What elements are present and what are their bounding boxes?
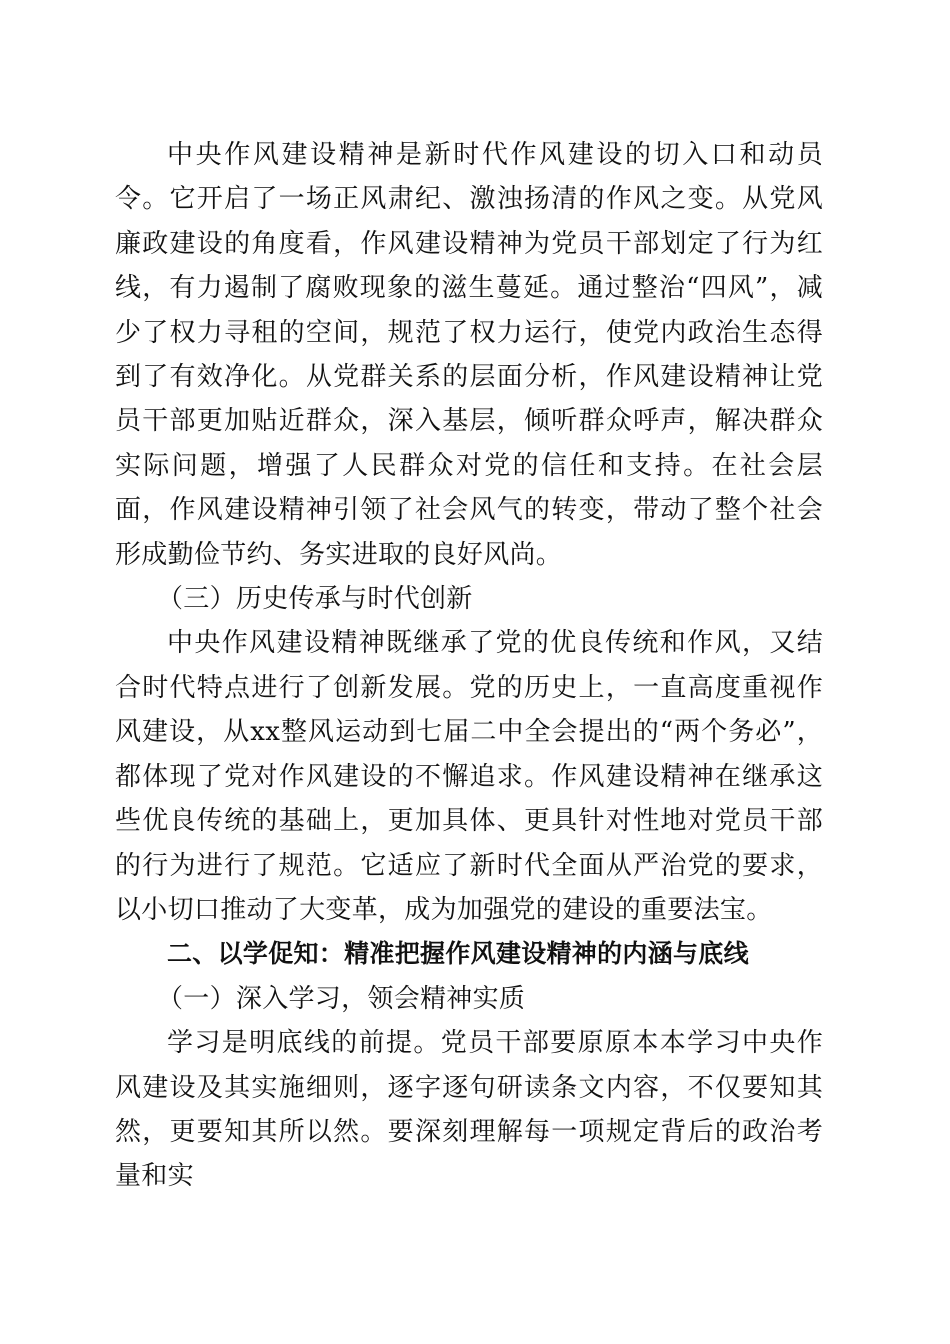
section-heading: 二、以学促知：精准把握作风建设精神的内涵与底线 bbox=[167, 939, 749, 969]
section-subheading: （三）历史传承与时代创新 bbox=[157, 584, 473, 615]
body-paragraph: 学习是明底线的前提。党员干部要原原本本学习中央作风建设及其实施细则，逐字逐句研读条文内容，不仅要知其然，更要知其所以然。要深刻理解每一项规定背后的政治考量和实 bbox=[115, 1028, 823, 1192]
body-paragraph: 中央作风建设精神既继承了党的优良传统和作风，又结合时代特点进行了创新发展。党的历史上，一直高度重视作风建设，从xx整风运动到七届二中全会提出的“两个务必”，都体现了党对作风建设的不懈追求。作风建设精神在继承这些优良传统的基础上，更加具体、更具针对性地对党员干部的行为进行了规范。它适应了新时代全面从严治党的要求，以小切口推动了大变革，成为加强党的建设的重要法宝。 bbox=[115, 628, 823, 925]
section-subheading: （一）深入学习，领会精神实质 bbox=[157, 983, 526, 1014]
document-body bbox=[115, 133, 823, 1199]
body-paragraph: 中央作风建设精神是新时代作风建设的切入口和动员令。它开启了一场正风肃纪、激浊扬清的作风之变。从党风廉政建设的角度看，作风建设精神为党员干部划定了行为红线，有力遏制了腐败现象的滋生蔓延。通过整治“四风”，减少了权力寻租的空间，规范了权力运行，使党内政治生态得到了有效净化。从党群关系的层面分析，作风建设精神让党员干部更加贴近群众，深入基层，倾听群众呼声，解决群众实际问题，增强了人民群众对党的信任和支持。在社会层面，作风建设精神引领了社会风气的转变，带动了整个社会形成勤俭节约、务实进取的良好风尚。 bbox=[115, 140, 823, 570]
